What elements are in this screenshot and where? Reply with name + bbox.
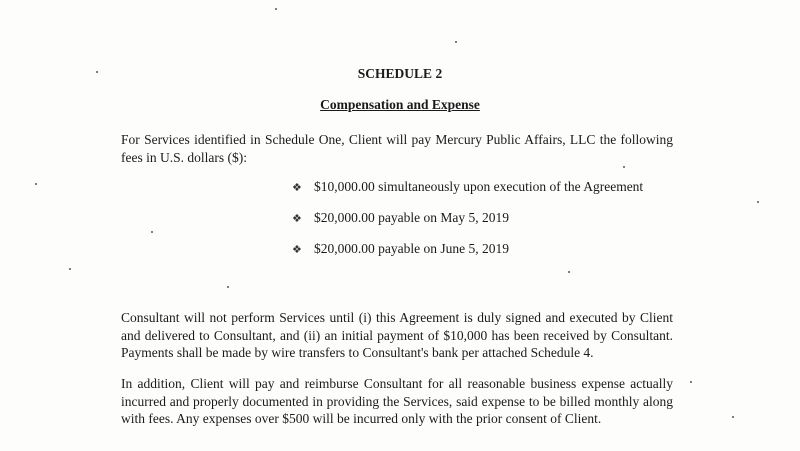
scan-speck: [690, 381, 692, 383]
fee-text: $20,000.00 payable on June 5, 2019: [314, 241, 509, 256]
scan-speck: [227, 286, 229, 288]
schedule-subtitle: Compensation and Expense: [320, 97, 480, 112]
diamond-bullet-icon: ❖: [292, 213, 302, 225]
fee-text: $20,000.00 payable on May 5, 2019: [314, 210, 509, 225]
fee-item: [292, 209, 643, 240]
scan-speck: [69, 268, 71, 270]
schedule-title: SCHEDULE 2: [357, 66, 443, 81]
scan-speck: [151, 231, 153, 233]
scan-speck: [568, 271, 570, 273]
services-paragraph: Consultant will not perform Services until (i) this Agreement is duly signed and executed by Client and delivered to Consultant, and (ii) an initial payment of $10,000 has been received by Consultant. Payments shall be made by wire transfers to Consultant's bank per attached Schedule 4.: [121, 310, 673, 360]
fee-text: $10,000.00 simultaneously upon execution of the Agreement: [314, 179, 644, 194]
fee-list: [292, 178, 643, 271]
scan-speck: [275, 8, 277, 10]
scan-speck: [732, 416, 734, 418]
scan-speck: [623, 166, 625, 168]
diamond-bullet-icon: ❖: [292, 182, 302, 194]
scan-speck: [455, 41, 457, 43]
intro-paragraph: For Services identified in Schedule One, Client will pay Mercury Public Affairs, LLC the following fees in U.S. dollars ($):: [121, 132, 673, 165]
expense-paragraph: In addition, Client will pay and reimburse Consultant for all reasonable business expense actually incurred and properly documented in providing the Services, said expense to be billed monthly along with fees. Any expenses over $500 will be incurred only with the prior consent of Client.: [121, 376, 673, 426]
scan-speck: [757, 201, 759, 203]
fee-item: [292, 240, 643, 271]
scan-speck: [35, 183, 37, 185]
diamond-bullet-icon: ❖: [292, 244, 302, 256]
scan-speck: [96, 71, 98, 73]
fee-item: [292, 178, 643, 209]
